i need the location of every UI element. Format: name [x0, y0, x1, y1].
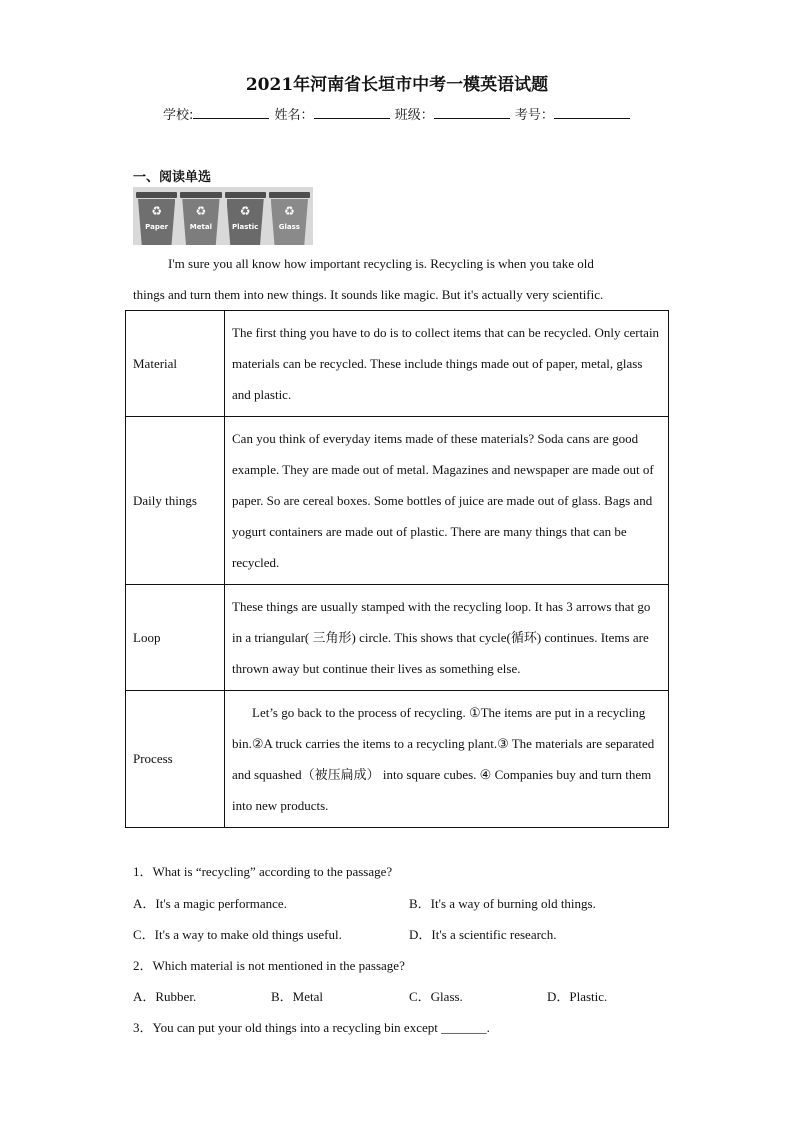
- bin-label: Metal: [189, 223, 212, 231]
- exam-no-label: 考号：: [514, 108, 554, 123]
- bin-label: Paper: [145, 223, 169, 231]
- recycle-icon: ♻: [283, 204, 295, 218]
- bin-label: Glass: [278, 223, 300, 231]
- name-label: 姓名：: [274, 108, 314, 123]
- question-2-stem: 2．Which material is not mentioned in the passage?: [133, 958, 405, 973]
- row-key: Process: [126, 691, 225, 828]
- row-value: These things are usually stamped with the recycling loop. It has 3 arrows that go in a triangular( 三角形) circle. This shows that cycle(循环) continues. Items are thrown away but continue their lives as something else.: [225, 585, 669, 691]
- school-label: 学校:: [163, 108, 194, 123]
- bin-paper: [136, 190, 177, 245]
- table-row: [126, 311, 669, 417]
- row-key: Daily things: [126, 417, 225, 585]
- exam-no-blank[interactable]: [554, 106, 630, 119]
- recycling-table: [125, 310, 669, 828]
- section-heading: 一、阅读单选: [133, 170, 212, 185]
- question-1-option-b[interactable]: B．It's a way of burning old things.: [409, 896, 596, 911]
- question-2-option-d[interactable]: D．Plastic.: [547, 989, 608, 1004]
- row-key: Material: [126, 311, 225, 417]
- row-value: Let’s go back to the process of recycling. ①The items are put in a recycling bin.②A truck carries the items to a recycling plant.③ The materials are separated and squashed（被压扁成） into square cubes. ④ Companies buy and turn them into new products.: [225, 691, 669, 828]
- page-title: 2021年河南省长垣市中考一模英语试题: [245, 75, 549, 95]
- class-blank[interactable]: [434, 106, 510, 119]
- recycle-icon: ♻: [195, 204, 207, 218]
- question-2-option-c[interactable]: C．Glass.: [409, 989, 463, 1004]
- question-1-option-a[interactable]: A．It's a magic performance.: [133, 896, 287, 911]
- bin-plastic: [225, 190, 266, 245]
- row-value: Can you think of everyday items made of these materials? Soda cans are good example. They are made out of metal. Magazines and newspaper are made out of paper. So are cereal boxes. Some bottles of juice are made out of glass. Bags and yogurt containers are made out of plastic. There are many things that can be recycled.: [225, 417, 669, 585]
- table-row: [126, 691, 669, 828]
- question-1-option-c[interactable]: C．It's a way to make old things useful.: [133, 927, 342, 942]
- intro-line-1: I'm sure you all know how important recycling is. Recycling is when you take old: [168, 256, 594, 271]
- class-label: 班级：: [394, 108, 434, 123]
- row-key: Loop: [126, 585, 225, 691]
- question-2-option-b[interactable]: B．Metal: [271, 989, 323, 1004]
- question-1-option-d[interactable]: D．It's a scientific research.: [409, 927, 557, 942]
- intro-line-2: things and turn them into new things. It sounds like magic. But it's actually very scientific.: [133, 287, 604, 302]
- row-value: The first thing you have to do is to collect items that can be recycled. Only certain materials can be recycled. These include things made out of paper, metal, glass and plastic.: [225, 311, 669, 417]
- recycle-icon: ♻: [151, 204, 162, 218]
- question-3-stem: 3．You can put your old things into a recycling bin except _______.: [133, 1020, 490, 1035]
- bin-label: Plastic: [231, 223, 259, 231]
- table-row: [126, 417, 669, 585]
- bin-glass: [269, 190, 310, 245]
- recycling-bins-image: [133, 187, 313, 245]
- bin-metal: [180, 190, 221, 245]
- name-blank[interactable]: [314, 106, 390, 119]
- table-row: [126, 585, 669, 691]
- question-1-stem: 1．What is “recycling” according to the passage?: [133, 864, 393, 879]
- question-2-option-a[interactable]: A．Rubber.: [133, 989, 197, 1004]
- recycle-icon: ♻: [239, 204, 251, 218]
- school-blank[interactable]: [193, 106, 269, 119]
- student-info-line: [163, 104, 631, 123]
